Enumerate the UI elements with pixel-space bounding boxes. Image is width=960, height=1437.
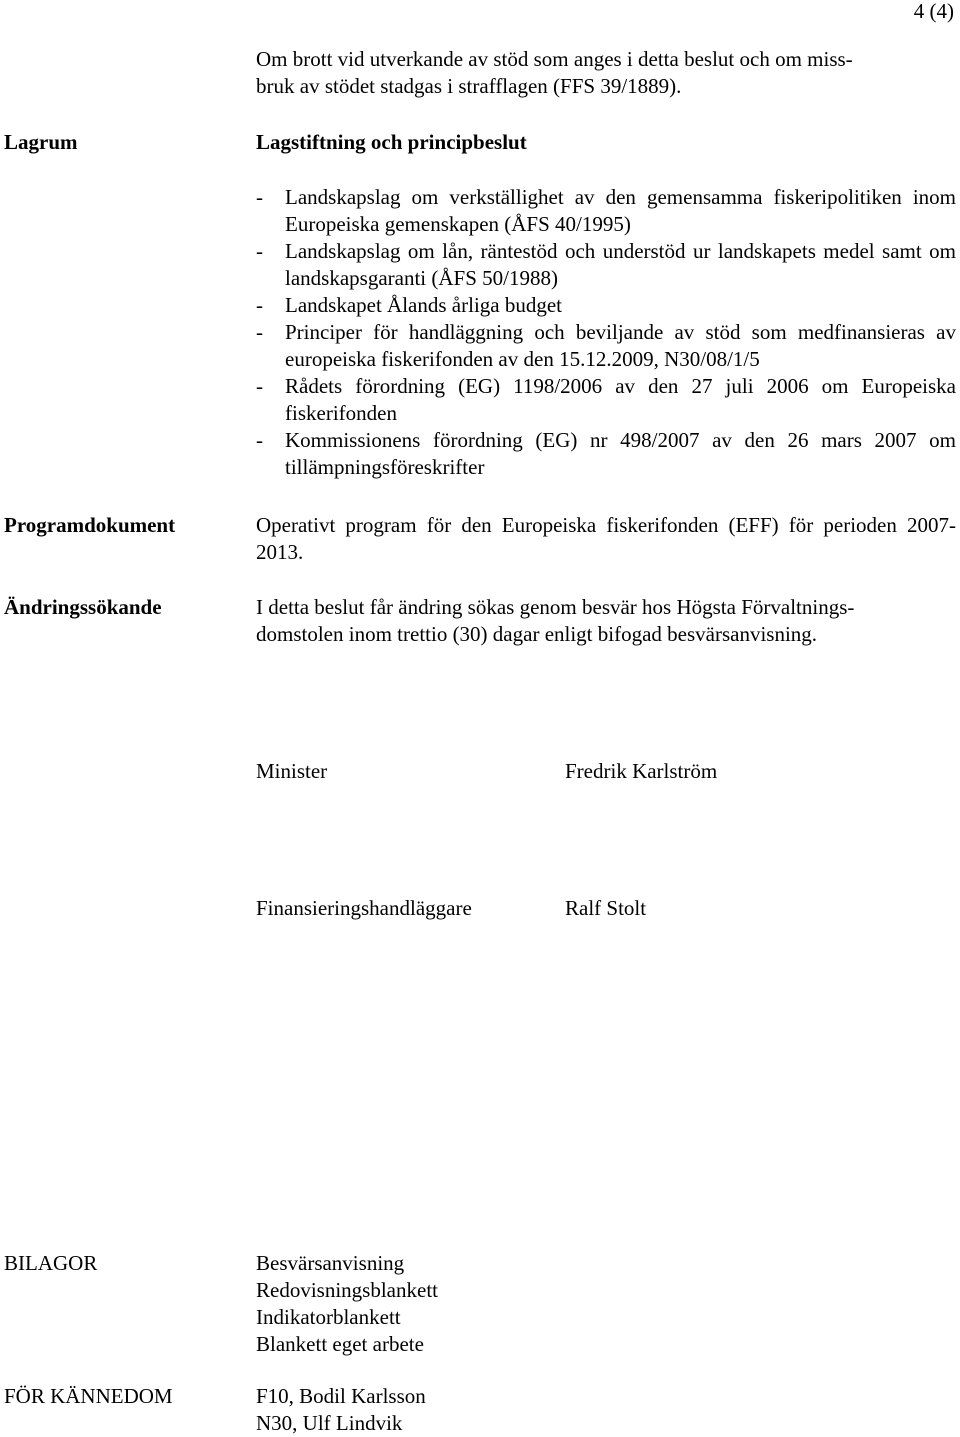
intro-line: bruk av stödet stadgas i strafflagen (FFS 39/1889). xyxy=(256,74,682,98)
list-item: - Landskapet Ålands årliga budget xyxy=(256,293,562,317)
signature-name: Ralf Stolt xyxy=(565,896,647,920)
list-item: - Landskapslag om lån, räntestöd och understöd ur landskapets medel samt om landskapsgaranti (ÅFS 50/1988) xyxy=(256,239,956,290)
andringssokande-label: Ändringssökande xyxy=(4,595,162,619)
signature-name: Fredrik Karlström xyxy=(565,759,718,783)
list-item: - Landskapslag om verkställighet av den gemensamma fiskeripolitiken inom Europeiska gemenskapen (ÅFS 40/1995) xyxy=(256,185,956,236)
signature-role: Finansieringshandläggare xyxy=(256,896,472,920)
for-kannedom-label: FÖR KÄNNEDOM xyxy=(4,1384,173,1408)
list-item-text: Landskapet Ålands årliga budget xyxy=(285,293,562,317)
andringssokande-text xyxy=(256,594,956,648)
list-item-text: Landskapslag om lån, räntestöd och understöd ur landskapets medel samt om landskapsgaranti (ÅFS 50/1988) xyxy=(285,239,956,290)
list-item-text: Landskapslag om verkställighet av den gemensamma fiskeripolitiken inom Europeiska gemenskapen (ÅFS 40/1995) xyxy=(285,185,956,236)
intro-paragraph xyxy=(256,46,956,100)
bilaga-item: Besvärsanvisning xyxy=(256,1251,405,1275)
kannedom-item: F10, Bodil Karlsson xyxy=(256,1384,426,1408)
programdokument-label: Programdokument xyxy=(4,513,176,537)
lagrum-label: Lagrum xyxy=(4,130,78,154)
list-item: - Rådets förordning (EG) 1198/2006 av den 27 juli 2006 om Europeiska fiskerifonden xyxy=(256,374,956,425)
signature-role: Minister xyxy=(256,759,328,783)
bilagor-list xyxy=(256,1250,956,1358)
list-item-text: Kommissionens förordning (EG) nr 498/2007 av den 26 mars 2007 om tillämpningsföreskrifter xyxy=(285,428,956,479)
bilagor-label: BILAGOR xyxy=(4,1251,98,1275)
for-kannedom-list xyxy=(256,1383,956,1437)
bilaga-item: Redovisningsblankett xyxy=(256,1278,438,1302)
list-item: - Principer för handläggning och beviljande av stöd som medfinansieras av europeiska fiskerifonden av den 15.12.2009, N30/08/1/5 xyxy=(256,320,956,371)
intro-line: Om brott vid utverkande av stöd som anges i detta beslut och om miss- xyxy=(256,47,853,71)
kannedom-item: N30, Ulf Lindvik xyxy=(256,1411,403,1435)
list-item-text: Principer för handläggning och beviljande av stöd som medfinansieras av europeiska fiskerifonden av den 15.12.2009, N30/08/1/5 xyxy=(285,320,956,371)
lagrum-heading: Lagstiftning och principbeslut xyxy=(256,130,527,154)
andringssokande-line: I detta beslut får ändring sökas genom besvär hos Högsta Förvaltnings- xyxy=(256,595,855,619)
lagrum-list xyxy=(256,184,956,481)
andringssokande-line: domstolen inom trettio (30) dagar enligt bifogad besvärsanvisning. xyxy=(256,622,818,646)
programdokument-text: Operativt program för den Europeiska fiskerifonden (EFF) för perioden 2007-2013. xyxy=(256,513,956,564)
list-item-text: Rådets förordning (EG) 1198/2006 av den 27 juli 2006 om Europeiska fiskerifonden xyxy=(285,374,956,425)
page-number: 4 (4) xyxy=(913,0,954,23)
list-item: - Kommissionens förordning (EG) nr 498/2007 av den 26 mars 2007 om tillämpningsföreskrifter xyxy=(256,428,956,479)
bilaga-item: Blankett eget arbete xyxy=(256,1332,424,1356)
bilaga-item: Indikatorblankett xyxy=(256,1305,401,1329)
